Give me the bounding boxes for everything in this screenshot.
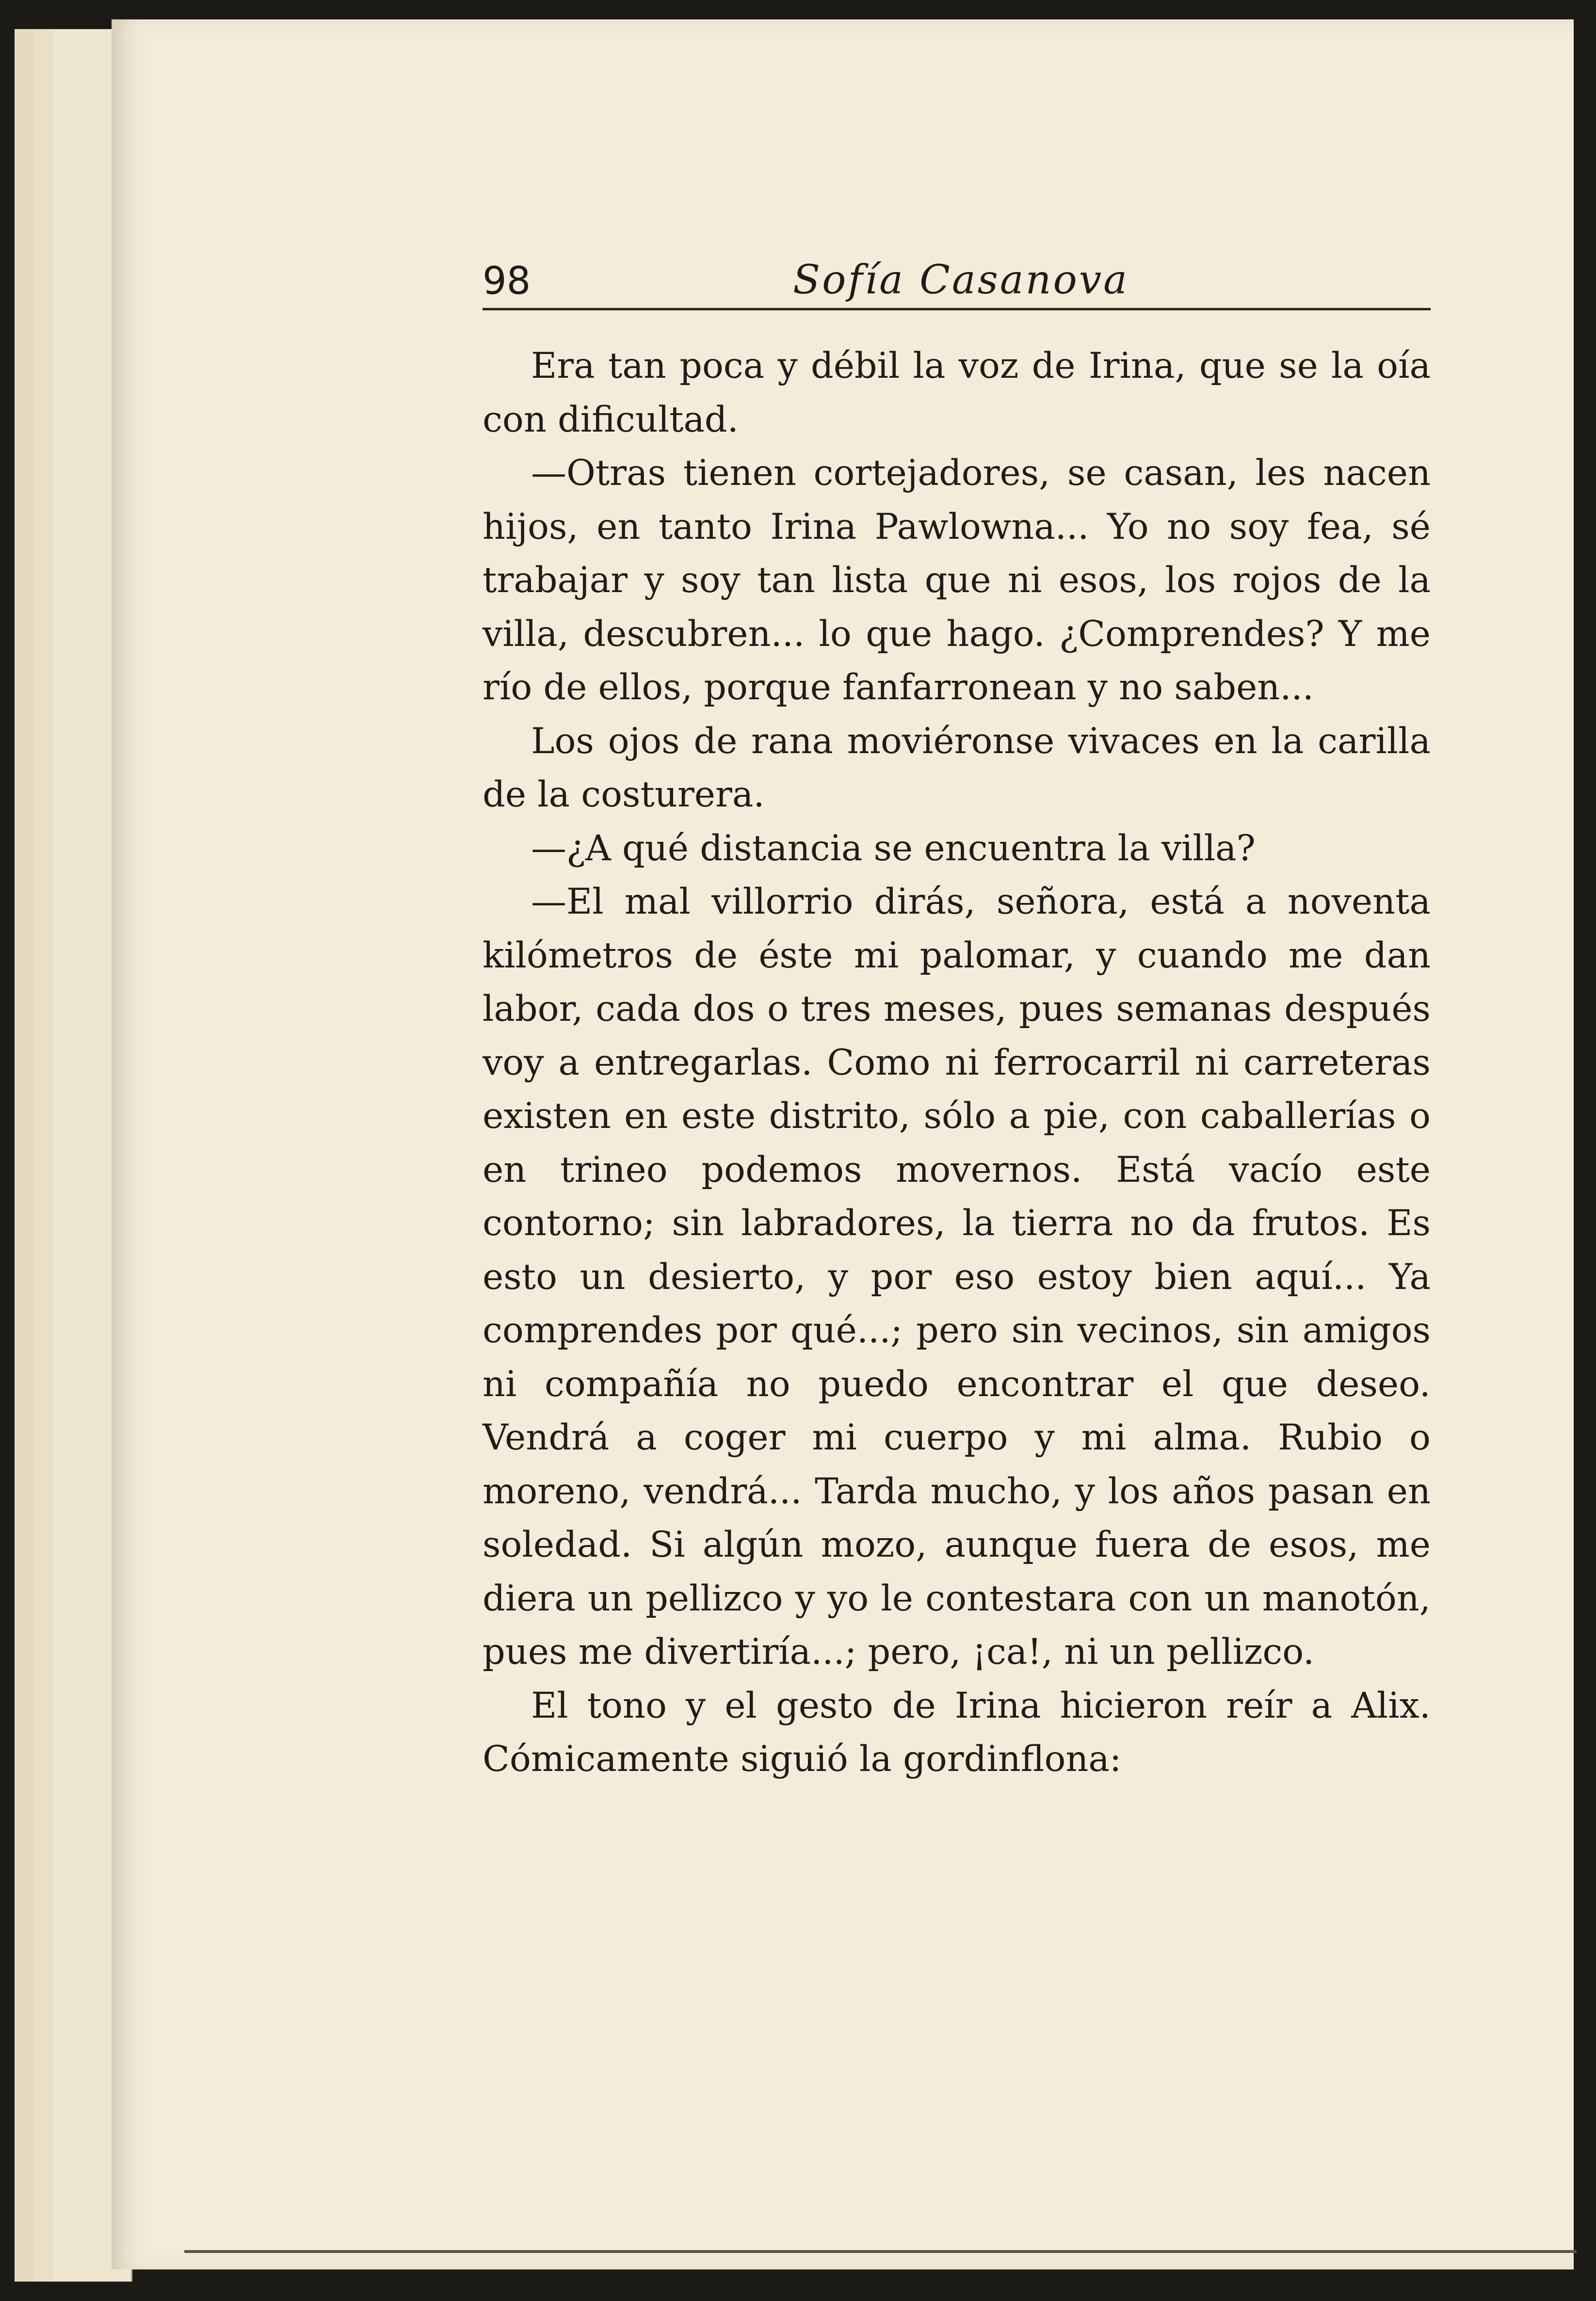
- body-text: [483, 339, 1431, 1786]
- page-bottom-edge: [184, 2250, 1577, 2253]
- running-title: Sofía Casanova: [793, 257, 1129, 303]
- paragraph: Los ojos de rana moviéronse vivaces en la carilla de la costurera.: [483, 720, 1431, 815]
- paragraph: El tono y el gesto de Irina hicieron reír a Alix. Cómicamente siguió la gordinflona:: [483, 1685, 1431, 1780]
- paragraph: —El mal villorrio dirás, señora, está a noventa kilómetros de éste mi palomar, y cuando me dan labor, cada dos o tres meses, pues semanas después voy a entregarlas. Como ni ferrocarril ni carreteras existen en este distrito, sólo a pie, con caballerías o en trineo podemos movernos. Está vacío este contorno; sin labradores, la tierra no da frutos. Es esto un desierto, y por eso estoy bien aquí... Ya comprendes por qué...; pero sin vecinos, sin amigos ni compañía no puedo encontrar el que deseo. Vendrá a coger mi cuerpo y mi alma. Rubio o moreno, vendrá... Tarda mucho, y los años pasan en soledad. Si algún mozo, aunque fuera de esos, me diera un pellizco y yo le contestara con un manotón, pues me divertiría...; pero, ¡ca!, ni un pellizco.: [483, 881, 1431, 1673]
- page-header: [483, 245, 1431, 310]
- paragraph: —Otras tienen cortejadores, se casan, les nacen hijos, en tanto Irina Pawlowna... Yo no soy fea, sé trabajar y soy tan lista que ni esos, los rojos de la villa, descubren... lo que hago. ¿Comprendes? Y me río de ellos, porque fanfarronean y no saben...: [483, 452, 1431, 708]
- paragraph: Era tan poca y débil la voz de Irina, que se la oía con dificultad.: [483, 345, 1431, 440]
- page-number: 98: [483, 259, 531, 303]
- paragraph: —¿A qué distancia se encuentra la villa?: [531, 827, 1256, 869]
